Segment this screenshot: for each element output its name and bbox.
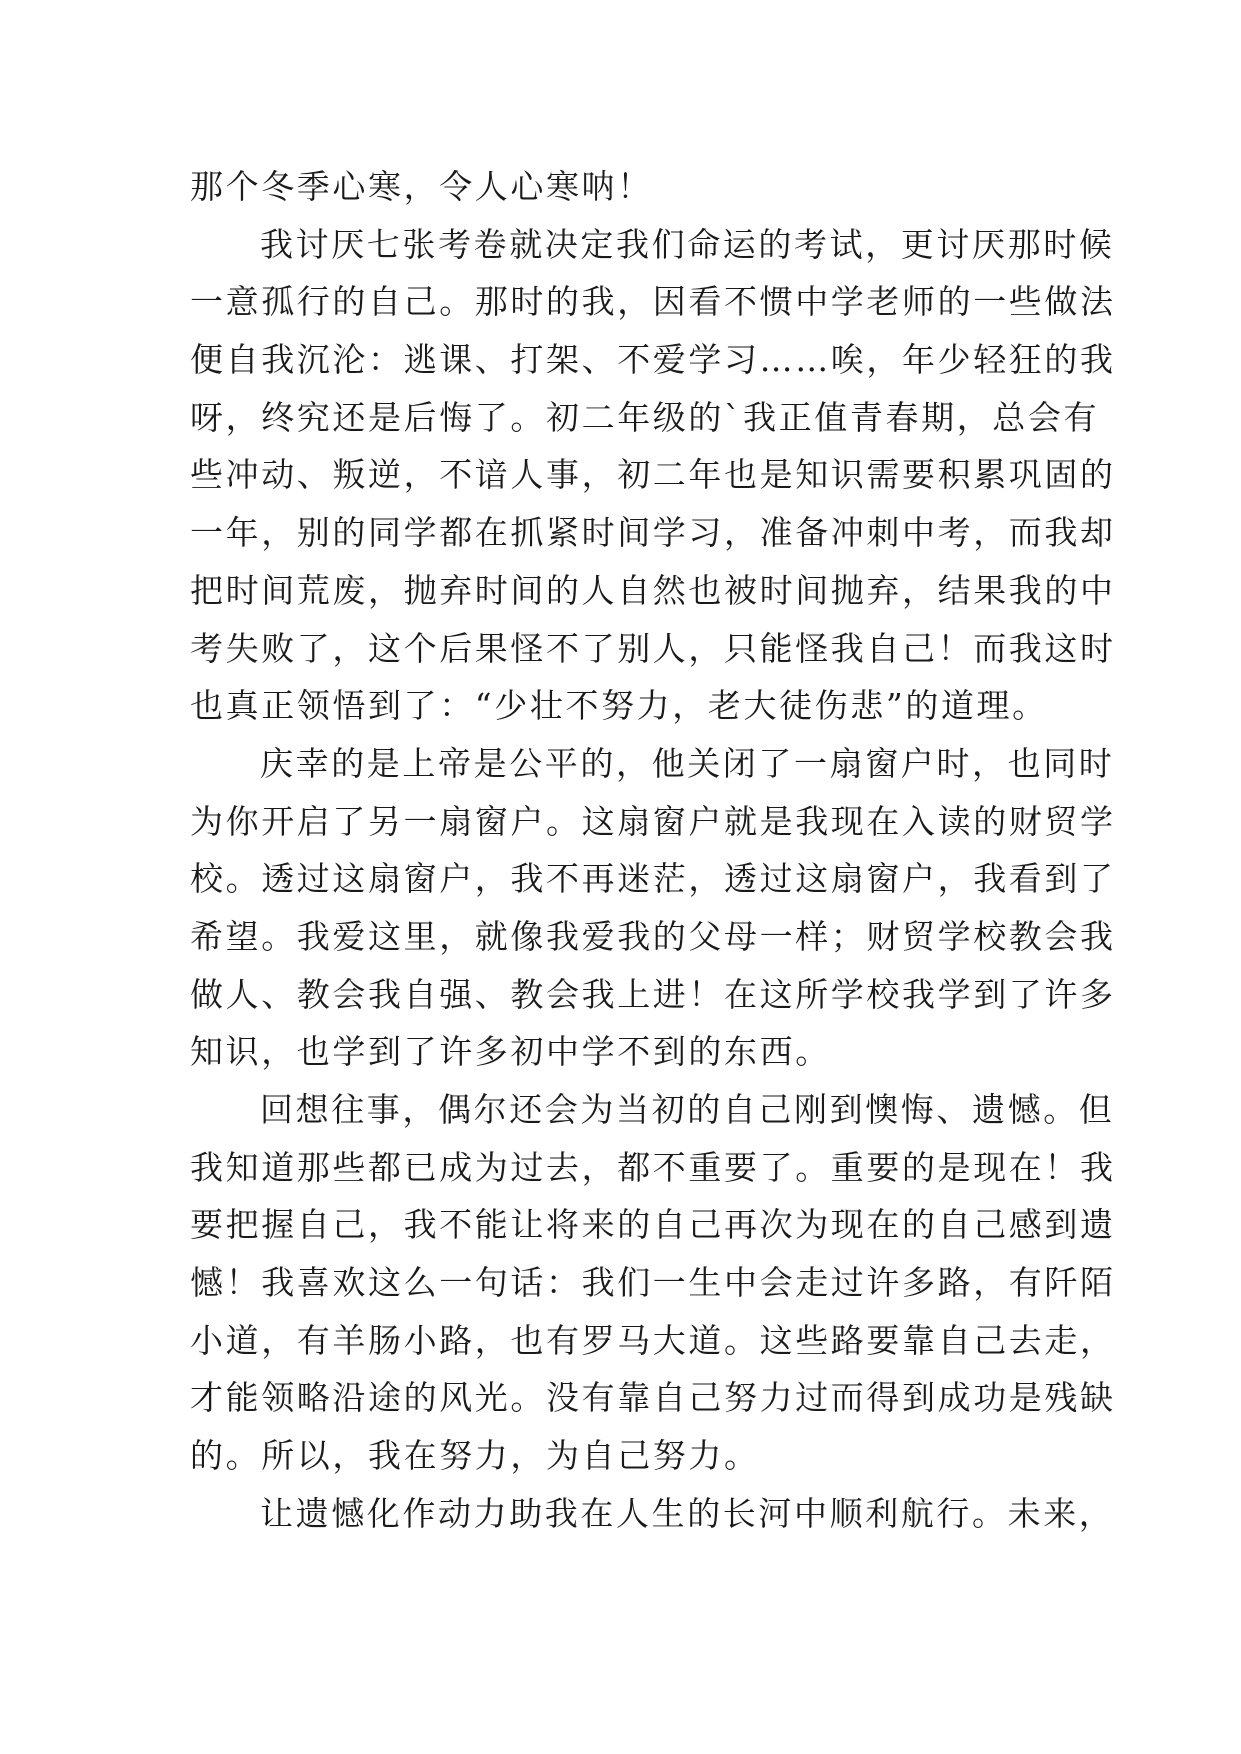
text-line: 便自我沉沦：逃课、打架、不爱学习……唉，年少轻狂的我 — [190, 340, 1116, 380]
text-line: 为你开启了另一扇窗户。这扇窗户就是我现在入读的财贸学 — [190, 801, 1116, 841]
text-line: 呀，终究还是后悔了。初二年级的`我正值青春期，总会有 — [190, 397, 1100, 437]
text-line: 我讨厌七张考卷就决定我们命运的考试，更讨厌那时候 — [260, 224, 1115, 264]
text-line: 知识，也学到了许多初中学不到的东西。 — [190, 1032, 831, 1072]
text-line: 的。所以，我在努力，为自己努力。 — [190, 1436, 760, 1476]
text-line: 考失败了，这个后果怪不了别人，只能怪我自己！而我这时 — [190, 628, 1116, 668]
text-line: 校。透过这扇窗户，我不再迷茫，透过这扇窗户，我看到了 — [190, 859, 1116, 899]
text-line: 让遗憾化作动力助我在人生的长河中顺利航行。未来， — [260, 1493, 1115, 1533]
text-line: 我知道那些都已成为过去，都不重要了。重要的是现在！我 — [190, 1147, 1116, 1187]
text-line: 那个冬季心寒，令人心寒呐！ — [190, 167, 653, 206]
text-line: 憾！我喜欢这么一句话：我们一生中会走过许多路，有阡陌 — [190, 1263, 1116, 1303]
text-line: 才能领略沿途的风光。没有靠自己努力过而得到成功是残缺 — [190, 1378, 1116, 1418]
text-line: 庆幸的是上帝是公平的，他关闭了一扇窗户时，也同时 — [260, 743, 1115, 783]
text-line: 回想往事，偶尔还会为当初的自己刚到懊悔、遗憾。但 — [260, 1090, 1115, 1129]
text-line: 把时间荒废，抛弃时间的人自然也被时间抛弃，结果我的中 — [190, 570, 1116, 610]
text-line: 做人、教会我自强、教会我上进！在这所学校我学到了许多 — [190, 974, 1116, 1014]
text-line: 也真正领悟到了：“少壮不努力，老大徒伤悲”的道理。 — [190, 686, 1048, 726]
text-line: 些冲动、叛逆，不谙人事，初二年也是知识需要积累巩固的 — [190, 455, 1116, 495]
text-line: 一年，别的同学都在抓紧时间学习，准备冲刺中考，而我却 — [190, 513, 1116, 553]
text-line: 小道，有羊肠小路，也有罗马大道。这些路要靠自己去走， — [190, 1320, 1116, 1360]
text-line: 一意孤行的自己。那时的我，因看不惯中学老师的一些做法 — [190, 282, 1116, 322]
text-line: 要把握自己，我不能让将来的自己再次为现在的自己感到遗 — [190, 1205, 1116, 1245]
essay-body — [190, 158, 1116, 1543]
text-line: 希望。我爱这里，就像我爱我的父母一样；财贸学校教会我 — [190, 916, 1116, 956]
